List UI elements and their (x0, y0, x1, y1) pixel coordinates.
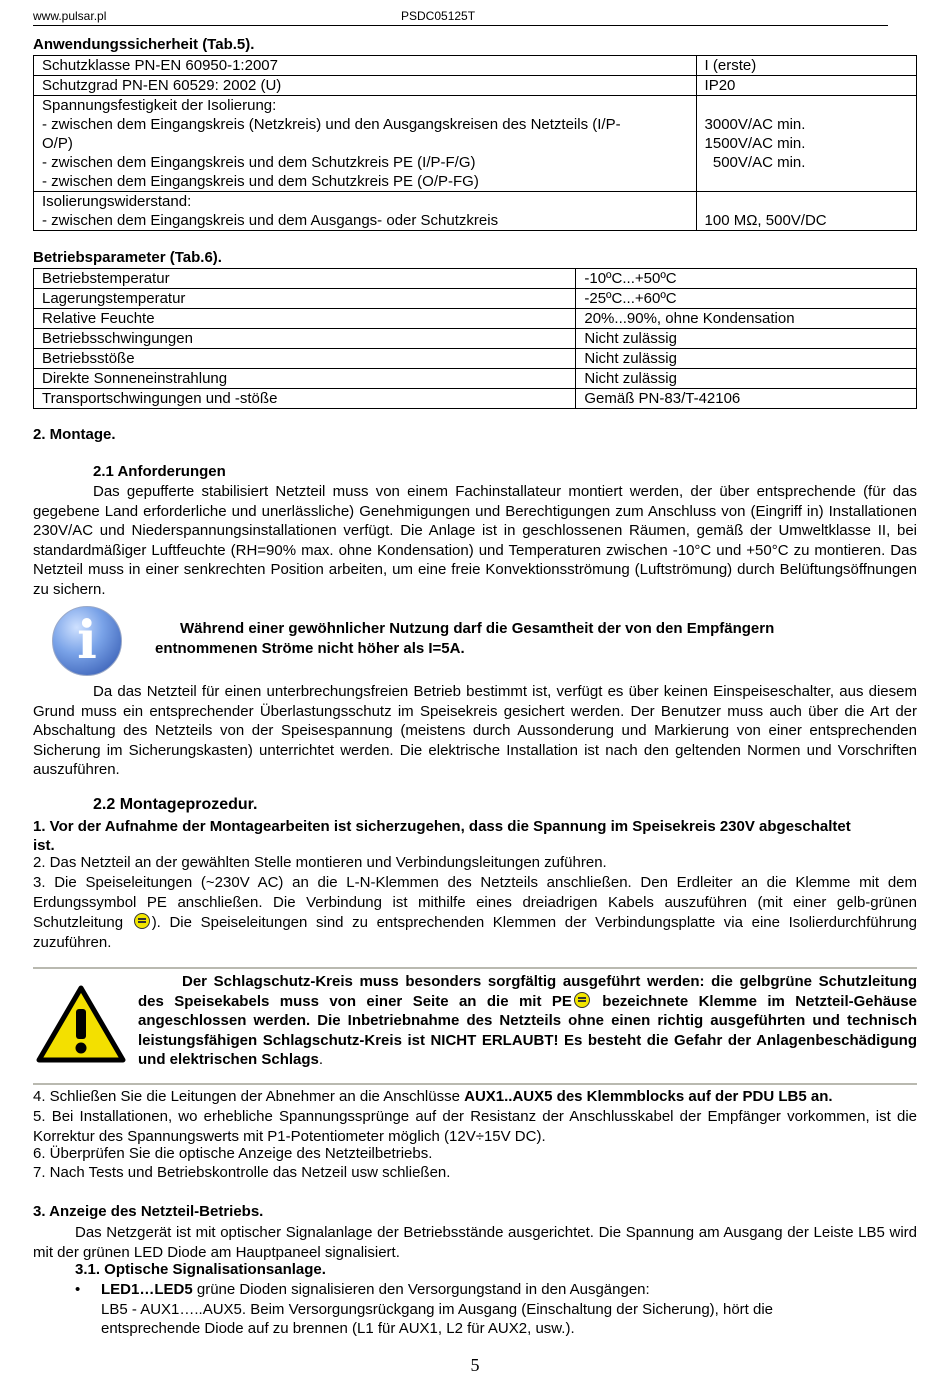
step-7: 7. Nach Tests und Betriebskontrolle das Netzeil usw schließen. (33, 1164, 451, 1181)
step-3-text-a: 3. Die Speiseleitungen (~230V AC) an die L-N-Klemmen des Netzteils anschließen. Den Erdleiter an die Klemme mit dem Erdungssymbol PE anschließen. Die Verbindung ist mithilfe eines dreiadrigen Kabels auszuführen (mit einer gelb-grünen Schutzleitung (33, 874, 917, 931)
tab5-cell-line: IP20 (704, 77, 736, 94)
tab6-value-cell: Nicht zulässig (576, 329, 917, 349)
tab5-param-cell (34, 96, 697, 192)
warning-icon (36, 985, 126, 1063)
tab6-value-cell: Gemäß PN-83/T-42106 (576, 389, 917, 409)
tab6-row (34, 369, 917, 389)
page-number: 5 (470, 1355, 480, 1375)
warning-text-end: . (318, 1051, 324, 1068)
tab5-table (33, 55, 917, 231)
section-2-1-text: Das gepufferte stabilisiert Netzteil muss von einem Fachinstallateur montiert werden, der über entsprechende (für das gegebene Land erforderliche und unerlässliche) Genehmigungen und Berechtigungen zum Anschluss von (Eingriff in) Installationen 230V/AC und Niederspannungsinstallationen verfügt. Die Anlage ist in geschlossenen Räumen, gemäß der Umweltklasse II, bei standardmäßiger Luftfeuchte (RH=90% max. ohne Kondensation) und Temperaturen zwischen -10°C und +50°C zu montieren. Das Netzteil muss in einer senkrechten Position arbeiten, um eine freie Konvektionsströmung (Luftströmung) durch Belüftungsöffnungen zu sichern. (33, 483, 917, 598)
section-2-1-title: 2.1 Anforderungen (93, 463, 226, 480)
earth-ground-icon (134, 913, 150, 929)
tab5-table-wrap (33, 55, 917, 231)
tab5-cell-line: Isolierungswiderstand: (42, 193, 192, 210)
tab6-value-cell: -10ºC...+50ºC (576, 269, 917, 289)
tab6-table (33, 268, 917, 409)
tab5-cell-line: - zwischen dem Eingangskreis (Netzkreis) und den Ausgangskreisen des Netzteils (I/P- (42, 116, 621, 133)
bullet-bold: LED1…LED5 (101, 1281, 193, 1298)
tab6-value-cell: Nicht zulässig (576, 349, 917, 369)
tab5-param-cell (34, 56, 697, 76)
warning-top-rule (33, 967, 917, 969)
earth-ground-icon (574, 992, 590, 1008)
info-icon: i (52, 606, 122, 676)
tab6-param-cell: Lagerungstemperatur (34, 289, 576, 309)
tab5-param-cell (34, 192, 697, 231)
section-2-1-para2: Da das Netzteil für einen unterbrechungsfreien Betrieb bestimmt ist, verfügt es über keinen Einspeiseschalter, aus diesem Grund muss ein entsprechender Überlastungsschutz im Speisekreis gesichert werden. Der Benutzer muss auch über die Art der Abschaltung des Netzteils von der Speisespannung (meistens durch Aussonderung und Markierung von einer entsprechenden Sicherung im Sicherungskasten) unterrichtet werden. Die elektrische Installation ist nach den geltenden Normen und Vorschriften auszuführen. (33, 683, 917, 778)
header-website: www.pulsar.pl (33, 9, 107, 23)
bullet-mark: • (75, 1281, 81, 1298)
step-3-text-b: ). Die Speiseleitungen sind zu entsprechenden Klemmen der Verbindungsplatte via eine Isolierdurchführung zuzuführen. (33, 914, 917, 951)
tab6-row (34, 349, 917, 369)
step-4-text-a: 4. Schließen Sie die Leitungen der Abnehmer an die Anschlüsse (33, 1088, 465, 1105)
tab5-cell-line: 100 MΩ, 500V/DC (704, 212, 827, 229)
tab5-cell-line: O/P) (42, 135, 73, 152)
tab6-row (34, 389, 917, 409)
tab6-param-cell: Betriebstemperatur (34, 269, 576, 289)
tab6-value-cell: Nicht zulässig (576, 369, 917, 389)
tab5-title: Anwendungssicherheit (Tab.5). (33, 36, 255, 53)
tab6-row (34, 269, 917, 289)
note-line-2: entnommenen Ströme nicht höher als I=5A. (155, 640, 465, 657)
step-6: 6. Überprüfen Sie die optische Anzeige des Netzteilbetriebs. (33, 1145, 433, 1162)
tab5-cell-line: I (erste) (704, 57, 757, 74)
step-5: 5. Bei Installationen, wo erhebliche Spannungssprünge auf der Resistanz der Anschlusskabel der Empfänger vorkommen, ist die Korrektur des Spannungswerts mit P1-Potentiometer möglich (12V÷15V DC). (33, 1108, 917, 1145)
tab6-row (34, 329, 917, 349)
step-1: 1. Vor der Aufnahme der Montagearbeiten ist sicherzugehen, dass die Spannung im Speisekreis 230V abgeschaltet ist. (33, 818, 851, 854)
tab6-param-cell: Betriebsstöße (34, 349, 576, 369)
tab5-cell-line: - zwischen dem Eingangskreis und dem Ausgangs- oder Schutzkreis (42, 212, 499, 229)
warning-text-a: Der Schlagschutz-Kreis muss besonders sorgfältig ausgeführt werden: die gelbgrüne Schutzleitung des Speisekabels muss von einer Seite an die mit PE (138, 973, 917, 1010)
tab5-cell-line (705, 96, 916, 115)
tab5-cell-line (705, 172, 916, 191)
step-4 (33, 1088, 833, 1105)
header-model: PSDC05125T (401, 9, 476, 23)
step-4-text-b: AUX1..AUX5 des Klemmblocks auf der PDU LB5 an. (464, 1088, 833, 1105)
warning-bottom-rule (33, 1083, 917, 1085)
tab6-param-cell: Direkte Sonneneinstrahlung (34, 369, 576, 389)
bullet-line-3: entsprechende Diode auf zu brennen (L1 für AUX1, L2 für AUX2, usw.). (101, 1320, 575, 1337)
tab5-row (34, 192, 917, 231)
tab5-cell-line: Spannungsfestigkeit der Isolierung: (42, 97, 277, 114)
section-2-2-title: 2.2 Montageprozedur. (93, 796, 258, 813)
tab5-cell-line: Schutzklasse PN-EN 60950-1:2007 (42, 57, 278, 74)
tab6-value-cell: -25ºC...+60ºC (576, 289, 917, 309)
section-3-title: 3. Anzeige des Netzteil-Betriebs. (33, 1203, 264, 1220)
section-2-title: 2. Montage. (33, 426, 116, 443)
tab6-value-cell: 20%...90%, ohne Kondensation (576, 309, 917, 329)
tab5-row (34, 76, 917, 96)
tab5-cell-line: 1500V/AC min. (704, 135, 806, 152)
tab5-cell-line: Schutzgrad PN-EN 60529: 2002 (U) (42, 77, 282, 94)
bullet-line-2: LB5 - AUX1…..AUX5. Beim Versorgungsrückgang im Ausgang (Einschaltung der Sicherung), hört die (101, 1300, 774, 1318)
warning-text (138, 972, 917, 1070)
step-3 (33, 873, 917, 953)
step-2: 2. Das Netzteil an der gewählten Stelle montieren und Verbindungsleitungen zuführen. (33, 854, 607, 871)
tab5-cell-line: - zwischen dem Eingangskreis und dem Schutzkreis PE (O/P-FG) (42, 173, 479, 190)
tab6-param-cell: Transportschwingungen und -stöße (34, 389, 576, 409)
tab5-value-cell (696, 56, 916, 76)
led-bullet (75, 1280, 917, 1339)
page-header (33, 8, 888, 26)
tab5-cell-line: 3000V/AC min. (704, 116, 806, 133)
tab5-value-cell (696, 192, 916, 231)
tab6-param-cell: Betriebsschwingungen (34, 329, 576, 349)
tab5-value-cell (696, 76, 916, 96)
bullet-line-1: grüne Dioden signalisieren den Versorgungstand in den Ausgängen: (192, 1281, 650, 1298)
tab5-row (34, 56, 917, 76)
tab6-title: Betriebsparameter (Tab.6). (33, 249, 222, 266)
note-line-1: Während einer gewöhnlicher Nutzung darf die Gesamtheit der von den Empfängern (180, 620, 775, 637)
tab6-param-cell: Relative Feuchte (34, 309, 576, 329)
tab6-table-wrap (33, 268, 917, 409)
section-3-1-title: 3.1. Optische Signalisationsanlage. (75, 1261, 326, 1278)
warning-text-b: bezeichnete Klemme im Netzteil-Gehäuse angeschlossen werden. Die Inbetriebnahme des Netzteils ohne einen richtig ausgeführten und technisch leistungsfähigen Schlagschutz-Kreis ist NICHT ERLAUBT! Es besteht die Gefahr der Anlagenbeschädigung und elektrischen Schlags (138, 992, 917, 1068)
tab5-param-cell (34, 76, 697, 96)
tab5-value-cell (696, 96, 916, 192)
tab5-row (34, 96, 917, 192)
tab5-cell-line (705, 192, 916, 211)
tab5-cell-line: 500V/AC min. (704, 154, 806, 171)
tab6-row (34, 309, 917, 329)
tab5-cell-line: - zwischen dem Eingangskreis und dem Schutzkreis PE (I/P-F/G) (42, 154, 476, 171)
section-3-text: Das Netzgerät ist mit optischer Signalanlage der Betriebsstände ausgerichtet. Die Spannung am Ausgang der Leiste LB5 wird mit der grünen LED Diode am Hauptpaneel signalisiert. (33, 1224, 917, 1261)
tab6-row (34, 289, 917, 309)
